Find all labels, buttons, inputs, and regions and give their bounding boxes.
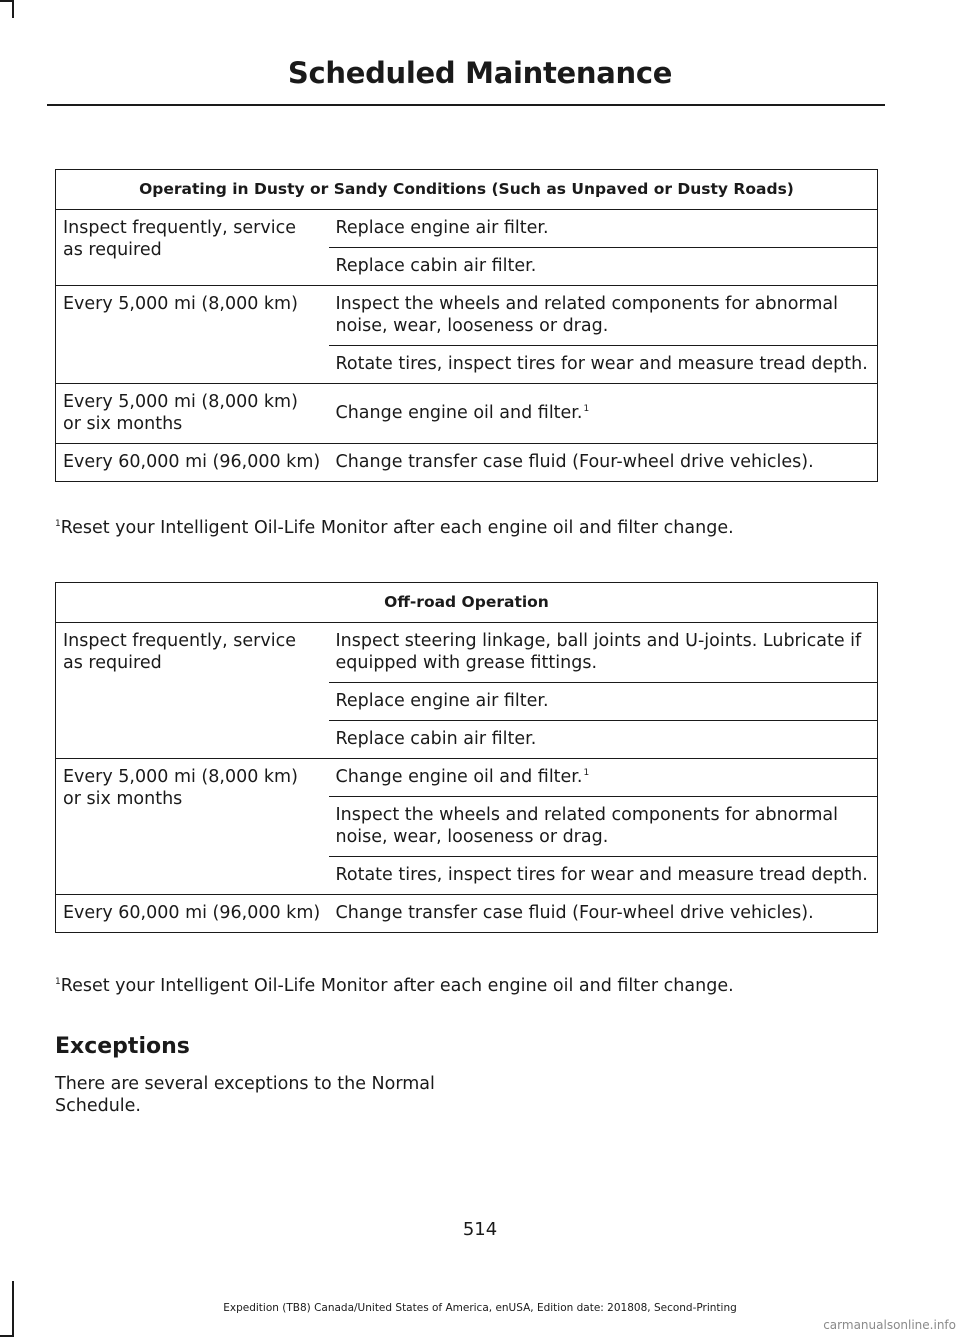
task-cell [329,759,878,797]
offroad-operation-table [55,582,878,933]
body-paragraph: There are several exceptions to the Normal Schedule. [55,1074,435,1116]
task-text: Change engine oil and filter. [335,403,583,423]
table-row [56,444,878,482]
footnote-marker: 1 [55,977,61,988]
task-cell: Replace cabin air filter. [329,248,878,286]
interval-cell: Every 5,000 mi (8,000 km) [56,286,329,384]
table-row [56,759,878,797]
task-cell: Replace engine air filter. [329,210,878,248]
task-cell [329,384,878,444]
table-heading: Operating in Dusty or Sandy Conditions (Such as Unpaved or Dusty Roads) [56,170,878,210]
crop-mark [0,0,12,2]
task-cell: Change transfer case fluid (Four-wheel drive vehicles). [329,444,878,482]
task-cell: Inspect the wheels and related components for abnormal noise, wear, looseness or drag. [329,286,878,346]
title-divider [47,104,885,106]
table-row [56,384,878,444]
footnote [55,518,734,538]
task-cell: Rotate tires, inspect tires for wear and measure tread depth. [329,857,878,895]
dusty-conditions-table [55,169,878,482]
task-cell: Replace cabin air filter. [329,721,878,759]
task-cell: Inspect steering linkage, ball joints and U-joints. Lubricate if equipped with grease fittings. [329,623,878,683]
page-number: 514 [462,1219,498,1240]
page-title: Scheduled Maintenance [287,56,673,90]
task-cell: Change transfer case fluid (Four-wheel drive vehicles). [329,895,878,933]
interval-cell: Inspect frequently, service as required [56,210,329,286]
footnote [55,976,734,996]
footnote-marker: 1 [583,768,590,779]
task-cell: Replace engine air filter. [329,683,878,721]
interval-cell: Inspect frequently, service as required [56,623,329,759]
table-row [56,286,878,346]
task-cell: Rotate tires, inspect tires for wear and measure tread depth. [329,346,878,384]
section-heading: Exceptions [55,1034,190,1059]
crop-mark [12,0,14,18]
table-row [56,895,878,933]
footnote-text: Reset your Intelligent Oil-Life Monitor after each engine oil and filter change. [60,976,734,996]
table-heading: Off-road Operation [56,583,878,623]
edition-footer: Expedition (TB8) Canada/United States of America, enUSA, Edition date: 201808, Second-Printing [223,1302,737,1314]
interval-cell: Every 60,000 mi (96,000 km) [56,895,329,933]
task-text: Change engine oil and filter. [335,767,583,787]
interval-cell: Every 5,000 mi (8,000 km) or six months [56,384,329,444]
footnote-marker: 1 [583,404,590,415]
table-row [56,623,878,683]
watermark: carmanualsonline.info [823,1318,956,1332]
interval-cell: Every 5,000 mi (8,000 km) or six months [56,759,329,895]
table-row [56,210,878,248]
task-cell: Inspect the wheels and related components for abnormal noise, wear, looseness or drag. [329,797,878,857]
interval-cell: Every 60,000 mi (96,000 km) [56,444,329,482]
footnote-text: Reset your Intelligent Oil-Life Monitor after each engine oil and filter change. [60,518,734,538]
footnote-marker: 1 [55,519,61,530]
